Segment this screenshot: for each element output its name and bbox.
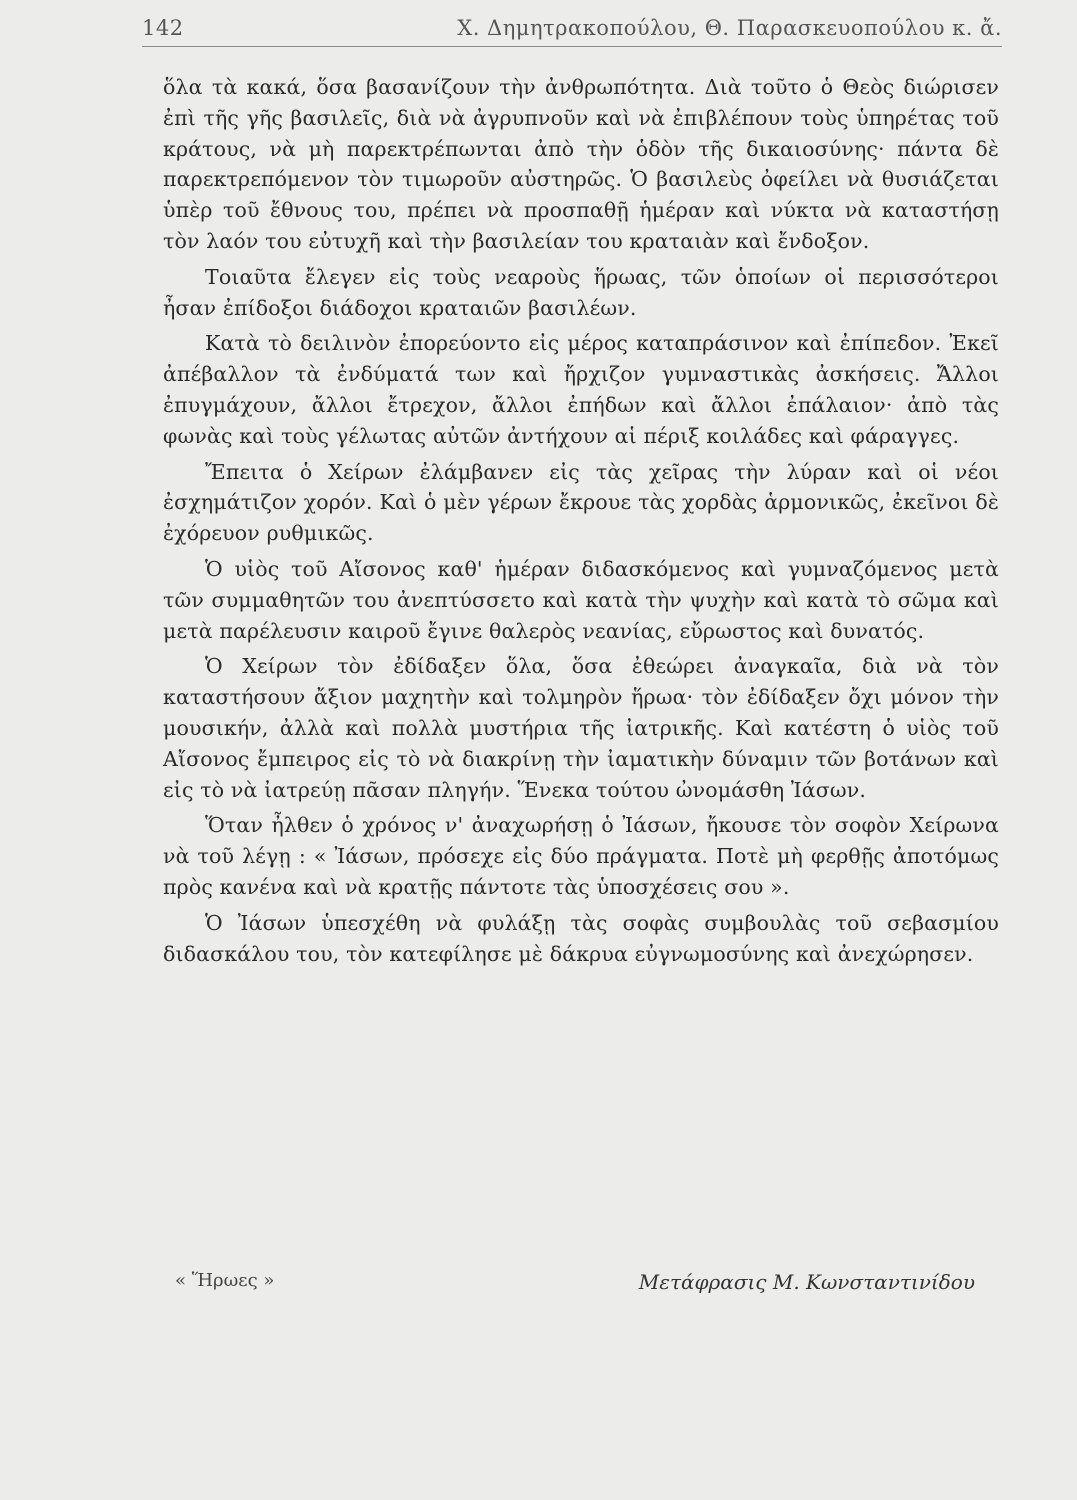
footer xyxy=(175,1270,975,1300)
running-head xyxy=(142,14,1002,44)
paragraph: Ὁ Χείρων τὸν ἐδίδαξεν ὅλα, ὅσα ἐθεώρει ἀναγκαῖα, διὰ νὰ τὸν καταστήσουν ἄξιον μαχητὴν καὶ τολμηρὸν ἥρωα· τὸν ἐδίδαξεν ὄχι μόνον τὴν μουσικήν, ἀλλὰ καὶ πολλὰ μυστήρια τῆς ἰατρικῆς. Καὶ κατέστη ὁ υἱὸς τοῦ Αἴσονος ἔμπειρος εἰς τὸ νὰ διακρίνῃ τὴν ἰαματικὴν δύναμιν τῶν βοτάνων καὶ εἰς τὸ νὰ ἰατρεύῃ πᾶσαν πληγήν. Ἕνεκα τούτου ὠνομάσθη Ἰάσων. xyxy=(163,654,999,802)
header-rule xyxy=(142,46,1002,47)
source-title: « Ἥρωες » xyxy=(175,1270,275,1291)
paragraph: Τοιαῦτα ἔλεγεν εἰς τοὺς νεαροὺς ἥρωας, τῶν ὁποίων οἱ περισσότεροι ἦσαν ἐπίδοξοι διάδοχοι κραταιῶν βασιλέων. xyxy=(163,264,999,320)
translator-credit: Μετάφρασις Μ. Κωνσταντινίδου xyxy=(638,1270,975,1294)
paragraph: Ὅταν ἦλθεν ὁ χρόνος ν' ἀναχωρήσῃ ὁ Ἰάσων, ἤκουσε τὸν σοφὸν Χείρωνα νὰ τοῦ λέγῃ : « Ἰάσων, πρόσεχε εἰς δύο πράγματα. Ποτὲ μὴ φερθῇς ἀποτόμως πρὸς κανένα καὶ νὰ κρατῇς πάντοτε τὰς ὑποσχέσεις σου ». xyxy=(163,813,999,899)
running-title: Χ. Δημητρακοπούλου, Θ. Παρασκευοπούλου κ. ἄ. xyxy=(457,16,1002,40)
page-number: 142 xyxy=(142,16,184,40)
paragraph: ὅλα τὰ κακά, ὅσα βασανίζουν τὴν ἀνθρωπότητα. Διὰ τοῦτο ὁ Θεὸς διώρισεν ἐπὶ τῆς γῆς βασιλεῖς, διὰ νὰ ἀγρυπνοῦν καὶ νὰ ἐπιβλέπουν τοὺς ὑπηρέτας τοῦ κράτους, νὰ μὴ παρεκτρέπωνται ἀπὸ τὴν ὁδὸν τῆς δικαιοσύνης· πάντα δὲ παρεκτρεπόμενον τὸν τιμωροῦν αὐστηρῶς. Ὁ βασιλεὺς ὀφείλει νὰ θυσιάζεται ὑπὲρ τοῦ ἔθνους του, πρέπει νὰ προσπαθῇ ἡμέραν καὶ νύκτα νὰ καταστήσῃ τὸν λαόν του εὐτυχῆ καὶ τὴν βασιλείαν του κραταιὰν καὶ ἔνδοξον. xyxy=(163,75,999,253)
body-text xyxy=(163,72,999,974)
paragraph: Ἔπειτα ὁ Χείρων ἐλάμβανεν εἰς τὰς χεῖρας τὴν λύραν καὶ οἱ νέοι ἐσχημάτιζον χορόν. Καὶ ὁ μὲν γέρων ἔκρουε τὰς χορδὰς ἁρμονικῶς, ἐκεῖνοι δὲ ἐχόρευον ρυθμικῶς. xyxy=(163,459,999,546)
paragraph: Κατὰ τὸ δειλινὸν ἐπορεύοντο εἰς μέρος καταπράσινον καὶ ἐπίπεδον. Ἐκεῖ ἀπέβαλλον τὰ ἐνδύματά των καὶ ἤρχιζον γυμναστικὰς ἀσκήσεις. Ἄλλοι ἐπυγμάχουν, ἄλλοι ἔτρεχον, ἄλλοι ἐπήδων καὶ ἄλλοι ἐπάλαιον· ἀπὸ τὰς φωνὰς καὶ τοὺς γέλωτας αὐτῶν ἀντήχουν αἱ πέριξ κοιλάδες καὶ φάραγγες. xyxy=(163,331,999,448)
paragraph: Ὁ Ἰάσων ὑπεσχέθη νὰ φυλάξῃ τὰς σοφὰς συμβουλὰς τοῦ σεβασμίου διδασκάλου του, τὸν κατεφίλησε μὲ δάκρυα εὐγνωμοσύνης καὶ ἀνεχώρησεν. xyxy=(163,910,999,966)
paragraph: Ὁ υἱὸς τοῦ Αἴσονος καθ' ἡμέραν διδασκόμενος καὶ γυμναζόμενος μετὰ τῶν συμμαθητῶν του ἀνεπτύσσετο καὶ κατὰ τὴν ψυχὴν καὶ κατὰ τὸ σῶμα καὶ μετὰ παρέλευσιν καιροῦ ἔγινε θαλερὸς νεανίας, εὔρωστος καὶ δυνατός. xyxy=(163,556,999,643)
